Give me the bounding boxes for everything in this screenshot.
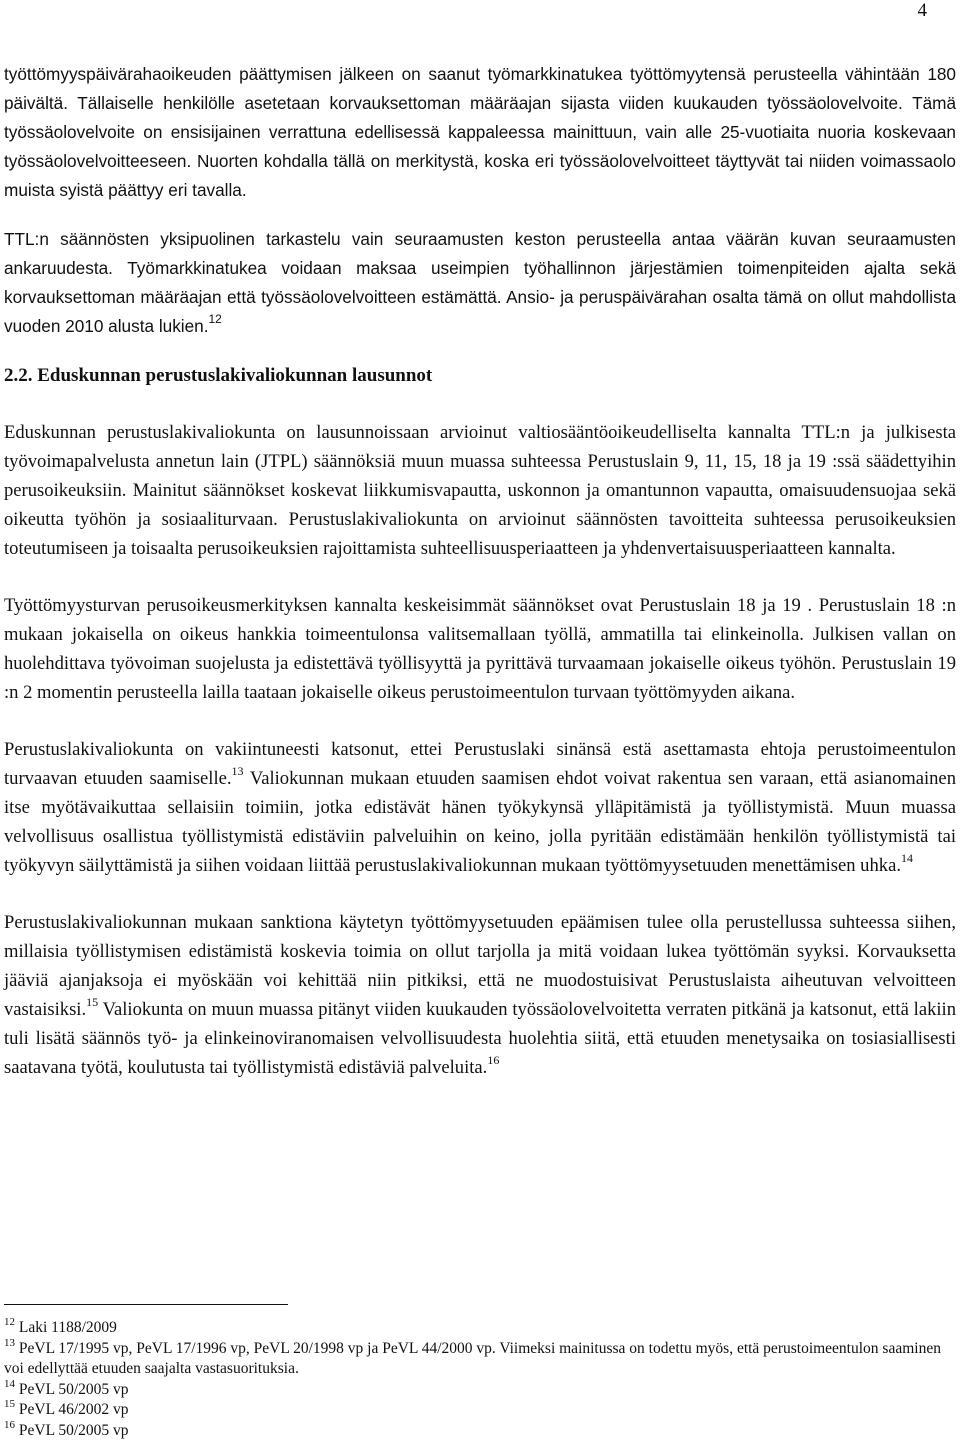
footnote-number: 15 <box>4 1398 15 1410</box>
footnote-ref-12[interactable]: 12 <box>208 312 222 326</box>
footnote-item <box>4 1336 956 1380</box>
paragraph-conditions <box>4 735 956 880</box>
footnote-separator <box>4 1304 288 1305</box>
footnote-item <box>4 1318 956 1339</box>
footnotes <box>4 1318 956 1441</box>
footnote-text: PeVL 46/2002 vp <box>18 1401 129 1418</box>
paragraph-conditions-text-a: Perustuslakivaliokunta on vakiintuneesti katsonut, ettei Perustuslaki sinänsä estä asettamasta ehtoja perustoimeentulon turvaavan etuuden saamiselle. <box>4 739 956 789</box>
paragraph-sanctions <box>4 908 956 1082</box>
page-number: 4 <box>917 0 927 21</box>
footnote-item <box>4 1400 956 1421</box>
footnote-item <box>4 1418 956 1442</box>
footnote-text: PeVL 50/2005 vp <box>18 1421 129 1439</box>
paragraph-ttl-sanctions <box>4 225 956 341</box>
paragraph-sanctions-text-a: Perustuslakivaliokunnan mukaan sanktiona käytetyn työttömyysetuuden epäämisen tulee olla perustellussa suhteessa siihen, millaisia työllistymisen edistämistä koskevia toimia on ollut tarjolla ja mitä voidaan lukea työttömän syyksi. Korvauksetta jääviä ajanjaksoja ei myöskään voi kehittää niin pitkiksi, että ne muodostuisivat Perustuslaista aiheutuvan velvoitteen vastaisiksi. <box>4 912 956 1020</box>
footnote-ref-14[interactable]: 14 <box>900 851 913 865</box>
footnote-number: 12 <box>4 1316 15 1328</box>
document-body <box>4 60 956 1082</box>
paragraph-constitutional-rights: Työttömyysturvan perusoikeusmerkityksen kannalta keskeisimmät säännökset ovat Perustuslain 18 ja 19 . Perustuslain 18 :n mukaan jokaisella on oikeus hankkia toimeentulonsa valitsemallaan työllä, ammatilla tai elinkeinolla. Julkisen vallan on huolehdittava työvoiman suojelusta ja edistettävä työllisyyttä ja pyrittävä turvaamaan jokaiselle oikeus työhön. Perustuslain 19 :n 2 momentin perusteella lailla taataan jokaiselle oikeus perustoimeentulon turvaan työttömyyden aikana. <box>4 595 956 703</box>
footnote-item <box>4 1377 956 1401</box>
paragraph-conditions-text-b: Valiokunnan mukaan etuuden saamisen ehdot voivat rakentua sen varaan, että asianomainen itse myötävaikuttaa sellaisiin toimiin, jotka edistävät hänen työkykynsä ylläpitämistä ja työllistymistä. Muun muassa velvollisuus osallistua työllistymistä edistäviin palveluihin on keino, jolla pyritään edistämään henkilön työllistymistä tai työkyvyn säilyttämistä ja siihen voidaan liittää perustuslakivaliokunnan mukaan työttömyysetuuden menettämisen uhka. <box>4 768 956 876</box>
paragraph-ttl-sanctions-text: TTL:n säännösten yksipuolinen tarkastelu vain seuraamusten keston perusteella antaa väärän kuvan seuraamusten ankaruudesta. Työmarkkinatukea voidaan maksaa useimpien työhallinnon järjestämien toimenpiteiden ajalta sekä korvauksettoman määräajan että työssäolovelvoitteen estämättä. Ansio- ja peruspäivärahan osalta tämä on ollut mahdollista vuoden 2010 alusta lukien. <box>4 229 956 336</box>
section-heading: 2.2. Eduskunnan perustuslakivaliokunnan lausunnot <box>4 365 433 386</box>
footnote-ref-15[interactable]: 15 <box>86 995 99 1009</box>
paragraph-intro: työttömyyspäivärahaoikeuden päättymisen jälkeen on saanut työmarkkinatukea työttömyytensä perusteella vähintään 180 päivältä. Tällaiselle henkilölle asetetaan korvauksettoman määräajan sijasta viiden kuukauden työssäolovelvoite. Tämä työssäolovelvoite on ensisijainen verrattuna edellisessä kappaleessa mainittuun, vain alle 25-vuotiaita nuoria koskevaan työssäolovelvoitteeseen. Nuorten kohdalla tällä on merkitystä, koska eri työssäolovelvoitteet täyttyvät tai niiden voimassaolo muista syistä päättyy eri tavalla. <box>4 64 956 200</box>
paragraph-committee-statements: Eduskunnan perustuslakivaliokunta on lausunnoissaan arvioinut valtiosääntöoikeudelliselta kannalta TTL:n ja julkisesta työvoimapalvelusta annetun lain (JTPL) säännöksiä muun muassa suhteessa Perustuslain 9, 11, 15, 18 ja 19 :ssä säädettyihin perusoikeuksiin. Mainitut säännökset koskevat liikkumisvapautta, uskonnon ja omantunnon vapautta, omaisuudensuojaa sekä oikeutta työhön ja sosiaaliturvaan. Perustuslakivaliokunta on arvioinut säännösten tavoitteita suhteessa perusoikeuksien toteutumiseen ja toisaalta perusoikeuksien rajoittamista suhteellisuusperiaatteen ja yhdenvertaisuusperiaatteen kannalta. <box>4 422 956 559</box>
footnote-number: 13 <box>4 1336 15 1349</box>
footnote-text: Laki 1188/2009 <box>18 1319 117 1336</box>
paragraph-sanctions-text-b: Valiokunta on muun muassa pitänyt viiden kuukauden työssäolovelvoitetta verraten pitkänä ja katsonut, että lakiin tuli lisätä säännös työ- ja elinkeinoviranomaisen velvollisuudesta huolehtia siitä, että etuuden menetysaika on tosiasiallisesti saatavana työtä, koulutusta tai työllistymistä edistäviä palveluita. <box>4 999 956 1078</box>
footnote-number: 14 <box>4 1377 15 1390</box>
footnote-text: PeVL 50/2005 vp <box>18 1380 129 1398</box>
footnote-ref-16[interactable]: 16 <box>487 1053 500 1067</box>
footnote-text: PeVL 17/1995 vp, PeVL 17/1996 vp, PeVL 20/1998 vp ja PeVL 44/2000 vp. Viimeksi mainitussa on todettu myös, että perustoimeentulon saaminen voi edellyttää etuuden saajalta vastasuorituksia. <box>4 1339 941 1377</box>
footnote-ref-13[interactable]: 13 <box>231 764 244 778</box>
footnote-number: 16 <box>4 1418 15 1431</box>
